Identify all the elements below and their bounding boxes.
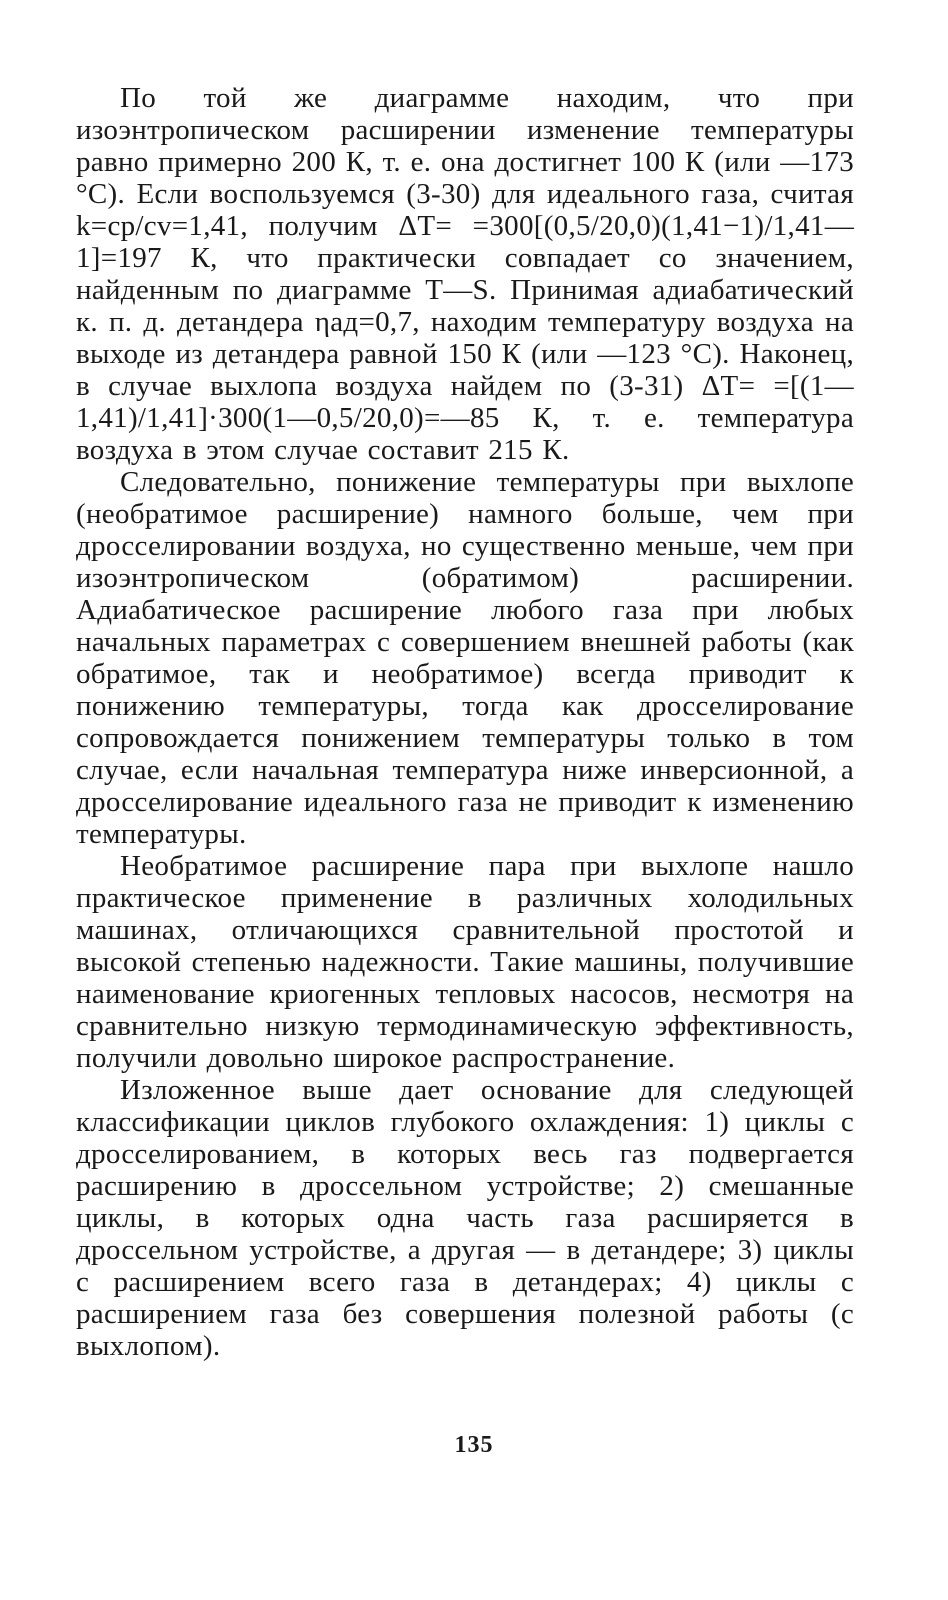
- paragraph-4: Изложенное выше дает основание для следующей классификации циклов глубокого охлаждения: 1) циклы с дросселированием, в которых весь газ подвергается расширению в дроссельном устройстве; 2) смешанные циклы, в которых одна часть газа расширяется в дроссельном устройстве, а другая — в детандере; 3) циклы с расширением всего газа в детандерах; 4) циклы с расширением газа без совершения полезной работы (с выхлопом).: [76, 1074, 854, 1362]
- paragraph-2: Следовательно, понижение температуры при выхлопе (необратимое расширение) намного больше, чем при дросселировании воздуха, но существенно меньше, чем при изоэнтропическом (обратимом) расширении. Адиабатическое расширение любого газа при любых начальных параметрах с совершением внешней работы (как обратимое, так и необратимое) всегда приводит к понижению температуры, тогда как дросселирование сопровождается понижением температуры только в том случае, если начальная температура ниже инверсионной, а дросселирование идеального газа не приводит к изменению температуры.: [76, 466, 854, 850]
- paragraph-3: Необратимое расширение пара при выхлопе нашло практическое применение в различных холодильных машинах, отличающихся сравнительной простотой и высокой степенью надежности. Такие машины, получившие наименование криогенных тепловых насосов, несмотря на сравнительно низкую термодинамическую эффективность, получили довольно широкое распространение.: [76, 850, 854, 1074]
- page-number: 135: [454, 1432, 494, 1458]
- paragraph-1: По той же диаграмме находим, что при изоэнтропическом расширении изменение температуры равно примерно 200 К, т. е. она достигнет 100 К (или —173 °С). Если воспользуемся (3-30) для идеального газа, считая k=cp/cv=1,41, получим ΔT= =300[(0,5/20,0)(1,41−1)/1,41—1]=197 К, что практически совпадает со значением, найденным по диаграмме T—S. Принимая адиабатический к. п. д. детандера ηад=0,7, находим температуру воздуха на выходе из детандера равной 150 К (или —123 °С). Наконец, в случае выхлопа воздуха найдем по (3-31) ΔT= =[(1—1,41)/1,41]·300(1—0,5/20,0)=—85 К, т. е. температура воздуха в этом случае составит 215 К.: [76, 82, 854, 466]
- page-body: [76, 82, 854, 1362]
